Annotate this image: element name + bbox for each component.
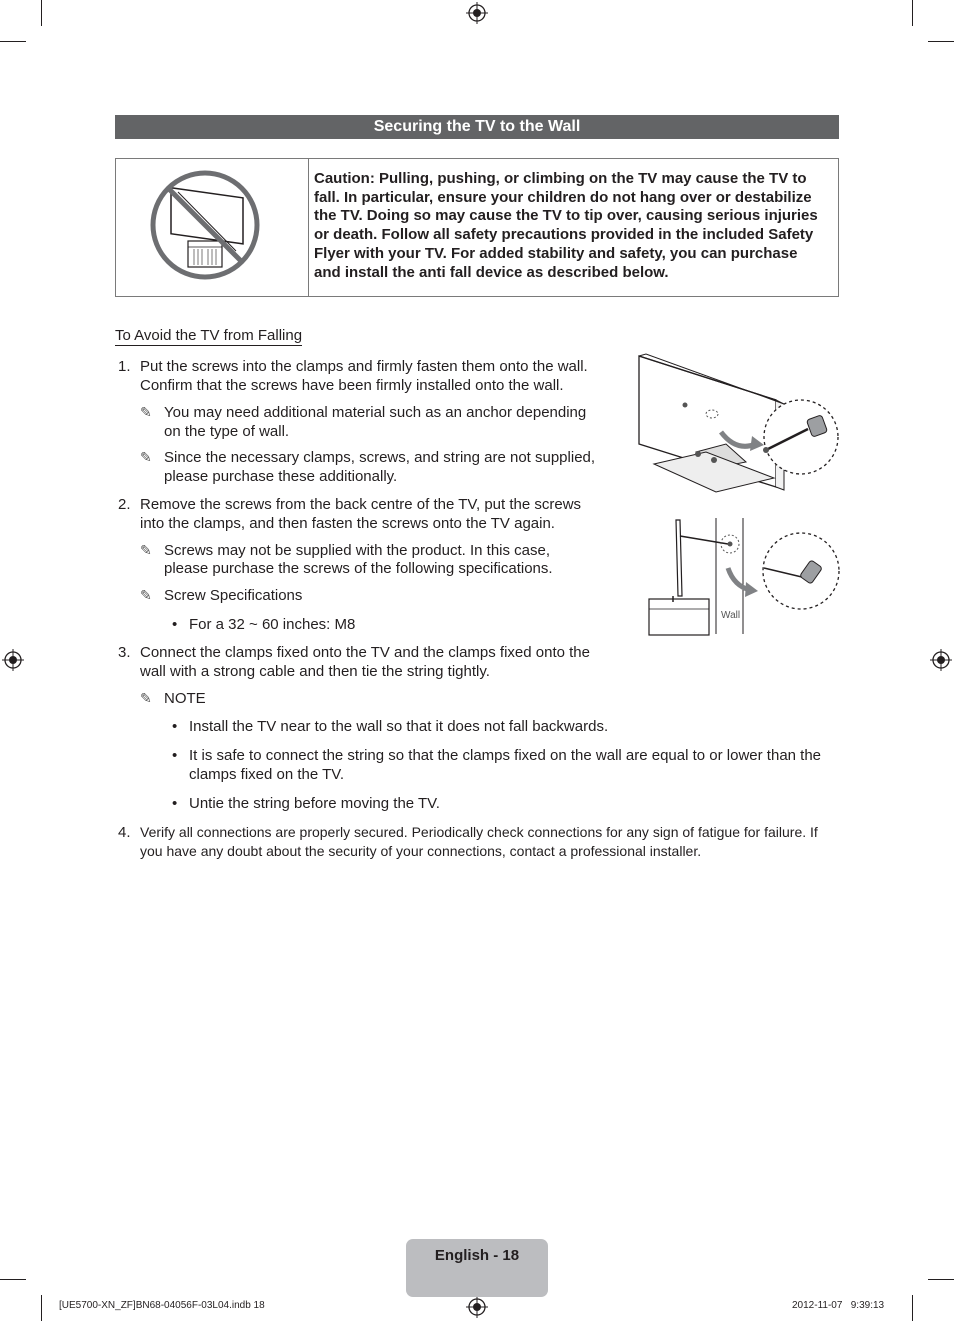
- note-icon: ✎: [140, 449, 152, 465]
- step-text: Remove the screws from the back centre of the TV, put the screws: [140, 496, 582, 513]
- bullet-text: It is safe to connect the string so that the clamps fixed on the wall are equal to or lower than the: [189, 747, 822, 764]
- bullet-text: Install the TV near to the wall so that it does not fall backwards.: [189, 718, 609, 735]
- step-text: Connect the clamps fixed onto the TV and the clamps fixed onto the: [140, 644, 590, 661]
- wall-label: Wall: [721, 610, 741, 621]
- note-icon: ✎: [140, 404, 152, 420]
- caution-line: Caution: Pulling, pushing, or climbing on the TV may cause the TV to: [314, 170, 807, 187]
- page-number: English - 18: [406, 1239, 548, 1297]
- note-text: Since the necessary clamps, screws, and string are not supplied,: [164, 449, 596, 466]
- no-climbing-icon: [116, 159, 309, 296]
- crop-mark: [41, 1295, 42, 1321]
- note-icon: ✎: [140, 542, 152, 558]
- caution-line: Flyer with your TV. For added stability and safety, you can purchase: [314, 244, 798, 262]
- print-date-info: 2012-11-07 9:39:13: [792, 1300, 885, 1311]
- caution-line: and install the anti fall device as described below.: [314, 263, 669, 281]
- step-number: 4.: [118, 824, 131, 841]
- caution-text: [309, 159, 838, 296]
- bullet-text: clamps fixed on the TV.: [189, 766, 345, 783]
- step-text: you have any doubt about the security of your connections, contact a professional installer.: [140, 843, 702, 859]
- note-text: on the type of wall.: [164, 423, 290, 440]
- caution-line: fall. In particular, ensure your children do not hang over or destabilize: [314, 188, 812, 206]
- bullet-text: Untie the string before moving the TV.: [189, 795, 440, 812]
- step-text: Put the screws into the clamps and firmly fasten them onto the wall.: [140, 358, 588, 375]
- caution-line: or death. Follow all safety precautions provided in the included Safety: [314, 226, 814, 244]
- step-text: wall with a strong cable and then tie the string tightly.: [140, 663, 490, 680]
- note-text: Screw Specifications: [164, 587, 303, 604]
- print-file-info: [UE5700-XN_ZF]BN68-04056F-03L04.indb 18: [59, 1300, 265, 1311]
- caution-box: [115, 158, 839, 297]
- bullet: •: [172, 747, 178, 764]
- registration-mark-icon: [2, 649, 24, 671]
- note-text: please purchase the screws of the following specifications.: [164, 560, 553, 577]
- step-number: 1.: [118, 358, 131, 375]
- crop-mark: [912, 0, 913, 26]
- note-text: You may need additional material such as an anchor depending: [164, 404, 587, 421]
- crop-mark: [0, 41, 26, 42]
- crop-mark: [928, 41, 954, 42]
- note-icon: ✎: [140, 587, 152, 603]
- section-title: Securing the TV to the Wall: [115, 115, 839, 139]
- bullet: •: [172, 718, 178, 735]
- bullet: •: [172, 795, 178, 812]
- note-text: Screws may not be supplied with the product. In this case,: [164, 542, 551, 559]
- note-label: NOTE: [164, 690, 206, 707]
- bullet: •: [172, 616, 178, 633]
- step-text: Verify all connections are properly secured. Periodically check connections for any sign of fatigue for failure. If: [140, 824, 818, 840]
- wall-clamp-illustration: [646, 516, 842, 636]
- crop-mark: [41, 0, 42, 26]
- step-number: 2.: [118, 496, 131, 513]
- step-text: Confirm that the screws have been firmly installed onto the wall.: [140, 377, 564, 394]
- caution-line: the TV. Doing so may cause the TV to tip over, causing serious injuries: [314, 207, 818, 225]
- crop-mark: [928, 1279, 954, 1280]
- note-icon: ✎: [140, 690, 152, 706]
- step-number: 3.: [118, 644, 131, 661]
- registration-mark-icon: [466, 1296, 488, 1318]
- subheading: To Avoid the TV from Falling: [115, 327, 303, 344]
- note-text: please purchase these additionally.: [164, 468, 398, 485]
- tv-clamp-illustration: [636, 352, 842, 500]
- crop-mark: [0, 1279, 26, 1280]
- crop-mark: [912, 1295, 913, 1321]
- registration-mark-icon: [930, 649, 952, 671]
- step-text: into the clamps, and then fasten the screws onto the TV again.: [140, 515, 555, 532]
- bullet-text: For a 32 ~ 60 inches: M8: [189, 616, 356, 633]
- registration-mark-icon: [466, 2, 488, 24]
